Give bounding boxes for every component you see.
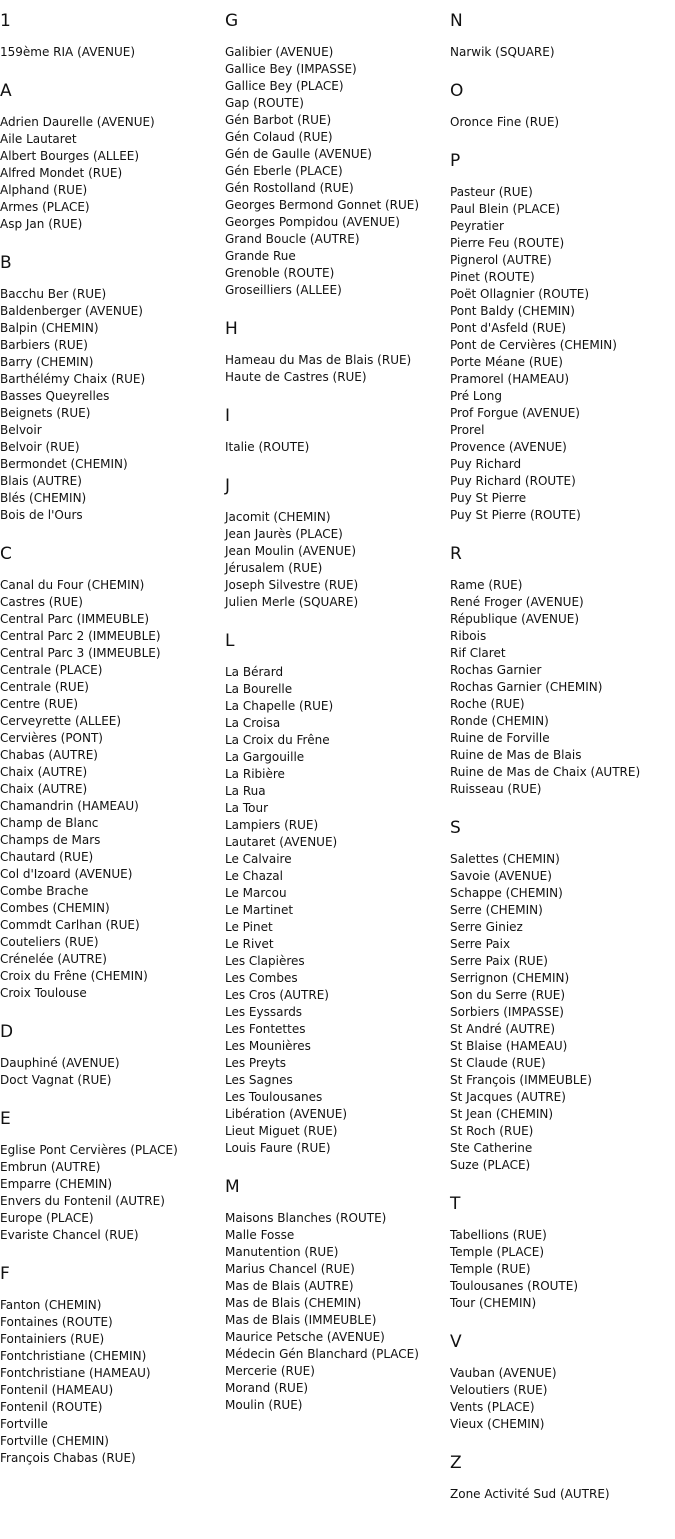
street-name: Fontaines (ROUTE) [0, 1315, 113, 1329]
street-name: Barbiers (RUE) [0, 338, 88, 352]
street-name: Gén Colaud (RUE) [225, 130, 333, 144]
letter-section [450, 11, 675, 81]
street-name: Evariste Chancel (RUE) [0, 1228, 139, 1242]
street-name: Rochas Garnier [450, 663, 542, 677]
letter-section [225, 319, 449, 406]
section-letter-heading: I [225, 406, 231, 426]
street-name: Pont de Cervières (CHEMIN) [450, 338, 617, 352]
street-name: Col d'Izoard (AVENUE) [0, 867, 133, 881]
street-name: Provence (AVENUE) [450, 440, 567, 454]
street-name: Les Sagnes [225, 1073, 293, 1087]
street-list [225, 439, 449, 456]
letter-section [225, 11, 449, 319]
section-letter-heading: L [225, 631, 235, 651]
section-letter-heading: N [450, 11, 463, 31]
street-name: La Tour [225, 801, 269, 815]
street-name: René Froger (AVENUE) [450, 595, 584, 609]
street-name: La Bourelle [225, 682, 293, 696]
street-list [450, 1486, 675, 1503]
street-name: Puy Richard [450, 457, 522, 471]
street-list [450, 1365, 675, 1433]
street-name: Alfred Mondet (RUE) [0, 166, 123, 180]
street-name: Italie (ROUTE) [225, 440, 310, 454]
street-name: Manutention (RUE) [225, 1245, 339, 1259]
section-letter-heading: V [450, 1332, 462, 1352]
street-name: Mas de Blais (CHEMIN) [225, 1296, 362, 1310]
street-name: Fontenil (ROUTE) [0, 1400, 103, 1414]
section-letter-heading: 1 [0, 11, 11, 31]
street-name: Basses Queyrelles [0, 389, 110, 403]
street-name: Chaix (AUTRE) [0, 782, 88, 796]
street-name: Croix du Frêne (CHEMIN) [0, 969, 148, 983]
street-name: Fontenil (HAMEAU) [0, 1383, 114, 1397]
street-name: Aile Lautaret [0, 132, 77, 146]
street-name: Grenoble (ROUTE) [225, 266, 335, 280]
street-name: Belvoir (RUE) [0, 440, 80, 454]
street-name: Jérusalem (RUE) [225, 561, 323, 575]
letter-section [450, 1194, 675, 1332]
street-name: Les Eyssards [225, 1005, 303, 1019]
street-name: Les Combes [225, 971, 298, 985]
street-name: Barthélémy Chaix (RUE) [0, 372, 146, 386]
street-name: Libération (AVENUE) [225, 1107, 348, 1121]
street-name: Puy St Pierre (ROUTE) [450, 508, 581, 522]
street-name: Le Rivet [225, 937, 274, 951]
street-name: Centrale (PLACE) [0, 663, 103, 677]
street-name: Jacomit (CHEMIN) [225, 510, 331, 524]
street-name: Malle Fosse [225, 1228, 295, 1242]
street-list [0, 286, 224, 524]
street-name: Ribois [450, 629, 487, 643]
street-name: Dauphiné (AVENUE) [0, 1056, 120, 1070]
section-spacer [450, 524, 675, 544]
street-name: Lampiers (RUE) [225, 818, 319, 832]
street-name: Mercerie (RUE) [225, 1364, 315, 1378]
street-name: République (AVENUE) [450, 612, 580, 626]
street-name: Puy St Pierre [450, 491, 527, 505]
section-letter-heading: B [0, 253, 12, 273]
index-column-3 [450, 11, 675, 1503]
section-spacer [0, 1244, 224, 1264]
letter-section [450, 818, 675, 1194]
street-list [225, 664, 449, 1157]
street-name: St Jean (CHEMIN) [450, 1107, 554, 1121]
street-name: Fontchristiane (CHEMIN) [0, 1349, 147, 1363]
street-name: Ronde (CHEMIN) [450, 714, 549, 728]
section-letter-heading: G [225, 11, 239, 31]
street-name: Les Fontettes [225, 1022, 306, 1036]
street-name: Vauban (AVENUE) [450, 1366, 557, 1380]
section-spacer [450, 1174, 675, 1194]
street-list [0, 44, 224, 61]
street-name: Ruine de Forville [450, 731, 550, 745]
letter-section [0, 11, 224, 81]
street-name: Ruine de Mas de Blais [450, 748, 582, 762]
street-name: Vents (PLACE) [450, 1400, 535, 1414]
section-spacer [225, 299, 449, 319]
street-name: La Croisa [225, 716, 281, 730]
section-spacer [0, 1002, 224, 1022]
street-name: La Bérard [225, 665, 284, 679]
section-letter-heading: H [225, 319, 238, 339]
street-name: La Gargouille [225, 750, 305, 764]
section-letter-heading: S [450, 818, 461, 838]
street-name: Champs de Mars [0, 833, 101, 847]
street-name: Serre (CHEMIN) [450, 903, 543, 917]
street-name: Roche (RUE) [450, 697, 525, 711]
section-spacer [450, 131, 675, 151]
section-letter-heading: P [450, 151, 461, 171]
street-list [450, 44, 675, 61]
letter-section [450, 81, 675, 151]
street-name: Moulin (RUE) [225, 1398, 303, 1412]
street-name: Les Preyts [225, 1056, 287, 1070]
street-name: Chaix (AUTRE) [0, 765, 88, 779]
street-name: St François (IMMEUBLE) [450, 1073, 592, 1087]
street-name: Joseph Silvestre (RUE) [225, 578, 359, 592]
street-list [0, 1055, 224, 1089]
section-letter-heading: C [0, 544, 12, 564]
street-name: Toulousanes (ROUTE) [450, 1279, 579, 1293]
street-name: Pont d'Asfeld (RUE) [450, 321, 567, 335]
street-name: Gén Rostolland (RUE) [225, 181, 354, 195]
section-letter-heading: M [225, 1177, 240, 1197]
street-name: Narwik (SQUARE) [450, 45, 555, 59]
street-name: Gap (ROUTE) [225, 96, 304, 110]
street-name: Pramorel (HAMEAU) [450, 372, 570, 386]
street-name: Schappe (CHEMIN) [450, 886, 563, 900]
letter-section [0, 1109, 224, 1264]
street-name: Oronce Fine (RUE) [450, 115, 560, 129]
street-name: Combe Brache [0, 884, 89, 898]
street-name: Prorel [450, 423, 485, 437]
street-name: Mas de Blais (IMMEUBLE) [225, 1313, 377, 1327]
street-name: Beignets (RUE) [0, 406, 91, 420]
street-name: Chautard (RUE) [0, 850, 94, 864]
letter-section [0, 81, 224, 253]
section-letter-heading: O [450, 81, 464, 101]
street-name: Balpin (CHEMIN) [0, 321, 99, 335]
street-name: Gén de Gaulle (AVENUE) [225, 147, 372, 161]
letter-section [225, 631, 449, 1177]
street-name: Fanton (CHEMIN) [0, 1298, 102, 1312]
street-list [450, 184, 675, 524]
street-name: Salettes (CHEMIN) [450, 852, 560, 866]
street-name: St Jacques (AUTRE) [450, 1090, 566, 1104]
street-name: Le Chazal [225, 869, 283, 883]
street-name: Cerveyrette (ALLEE) [0, 714, 122, 728]
street-name: Bacchu Ber (RUE) [0, 287, 107, 301]
street-name: Eglise Pont Cervières (PLACE) [0, 1143, 178, 1157]
street-name: Adrien Daurelle (AVENUE) [0, 115, 155, 129]
street-list [225, 509, 449, 611]
street-name: Hameau du Mas de Blais (RUE) [225, 353, 412, 367]
section-letter-heading: T [450, 1194, 461, 1214]
street-name: St Blaise (HAMEAU) [450, 1039, 568, 1053]
street-name: Embrun (AUTRE) [0, 1160, 101, 1174]
street-name: Envers du Fontenil (AUTRE) [0, 1194, 165, 1208]
section-spacer [225, 611, 449, 631]
section-letter-heading: Z [450, 1453, 462, 1473]
street-name: Tabellions (RUE) [450, 1228, 547, 1242]
street-name: Les Clapières [225, 954, 305, 968]
street-name: Serrignon (CHEMIN) [450, 971, 570, 985]
street-name: Vieux (CHEMIN) [450, 1417, 545, 1431]
section-letter-heading: A [0, 81, 12, 101]
street-list [0, 1142, 224, 1244]
street-name: St André (AUTRE) [450, 1022, 556, 1036]
section-spacer [225, 1157, 449, 1177]
index-column-2 [225, 11, 449, 1414]
street-name: Zone Activité Sud (AUTRE) [450, 1487, 610, 1501]
section-letter-heading: R [450, 544, 462, 564]
street-name: Son du Serre (RUE) [450, 988, 566, 1002]
street-name: Serre Paix [450, 937, 511, 951]
street-name: Pierre Feu (ROUTE) [450, 236, 565, 250]
street-name: Armes (PLACE) [0, 200, 90, 214]
street-name: Ruisseau (RUE) [450, 782, 542, 796]
street-name: Pont Baldy (CHEMIN) [450, 304, 575, 318]
street-name: Temple (PLACE) [450, 1245, 545, 1259]
street-name: Centrale (RUE) [0, 680, 89, 694]
street-name: La Rua [225, 784, 266, 798]
street-name: Ruine de Mas de Chaix (AUTRE) [450, 765, 641, 779]
street-name: Jean Moulin (AVENUE) [225, 544, 357, 558]
street-name: Lieut Miguet (RUE) [225, 1124, 338, 1138]
street-name: 159ème RIA (AVENUE) [0, 45, 136, 59]
street-name: Pignerol (AUTRE) [450, 253, 552, 267]
street-name: Poët Ollagnier (ROUTE) [450, 287, 590, 301]
street-name: Rif Claret [450, 646, 506, 660]
street-name: La Ribière [225, 767, 285, 781]
street-name: Rame (RUE) [450, 578, 523, 592]
section-spacer [450, 61, 675, 81]
street-name: Doct Vagnat (RUE) [0, 1073, 112, 1087]
street-name: Galibier (AVENUE) [225, 45, 334, 59]
street-name: Centre (RUE) [0, 697, 79, 711]
section-letter-heading: J [225, 476, 231, 496]
street-name: Les Toulousanes [225, 1090, 323, 1104]
street-name: Gallice Bey (IMPASSE) [225, 62, 357, 76]
street-name: Alphand (RUE) [0, 183, 88, 197]
street-name: Jean Jaurès (PLACE) [225, 527, 343, 541]
street-name: Blés (CHEMIN) [0, 491, 87, 505]
street-name: Combes (CHEMIN) [0, 901, 110, 915]
letter-section [450, 1453, 675, 1503]
street-name: Suze (PLACE) [450, 1158, 531, 1172]
letter-section [0, 1264, 224, 1467]
street-name: Fortville [0, 1417, 48, 1431]
letter-section [450, 151, 675, 544]
street-name: Gallice Bey (PLACE) [225, 79, 344, 93]
street-name: Bermondet (CHEMIN) [0, 457, 128, 471]
letter-section [0, 253, 224, 544]
street-name: Barry (CHEMIN) [0, 355, 94, 369]
street-name: Veloutiers (RUE) [450, 1383, 548, 1397]
street-name: Europe (PLACE) [0, 1211, 94, 1225]
section-spacer [450, 1312, 675, 1332]
section-spacer [225, 456, 449, 476]
street-list [450, 1227, 675, 1312]
street-name: Groseilliers (ALLEE) [225, 283, 342, 297]
street-list [450, 577, 675, 798]
street-name: Tour (CHEMIN) [450, 1296, 537, 1310]
street-name: Sorbiers (IMPASSE) [450, 1005, 564, 1019]
street-list [0, 114, 224, 233]
street-name: Peyratier [450, 219, 504, 233]
street-list [0, 1297, 224, 1467]
street-name: Crénelée (AUTRE) [0, 952, 107, 966]
section-spacer [0, 61, 224, 81]
street-name: Julien Merle (SQUARE) [225, 595, 359, 609]
street-name: Grand Boucle (AUTRE) [225, 232, 360, 246]
street-name: Chamandrin (HAMEAU) [0, 799, 139, 813]
street-name: Canal du Four (CHEMIN) [0, 578, 145, 592]
section-spacer [0, 524, 224, 544]
street-name: St Claude (RUE) [450, 1056, 546, 1070]
section-spacer [450, 798, 675, 818]
letter-section [225, 406, 449, 476]
street-name: La Chapelle (RUE) [225, 699, 334, 713]
street-name: Cervières (PONT) [0, 731, 103, 745]
street-name: Marius Chancel (RUE) [225, 1262, 355, 1276]
street-name: Castres (RUE) [0, 595, 83, 609]
section-letter-heading: D [0, 1022, 14, 1042]
street-name: Central Parc (IMMEUBLE) [0, 612, 150, 626]
street-name: Temple (RUE) [450, 1262, 531, 1276]
index-column-1 [0, 11, 224, 1467]
street-name: Les Cros (AUTRE) [225, 988, 329, 1002]
street-list [225, 352, 449, 386]
street-name: Louis Faure (RUE) [225, 1141, 331, 1155]
letter-section [225, 476, 449, 631]
street-name: Central Parc 2 (IMMEUBLE) [0, 629, 161, 643]
section-letter-heading: E [0, 1109, 11, 1129]
street-name: Albert Bourges (ALLEE) [0, 149, 140, 163]
section-letter-heading: F [0, 1264, 10, 1284]
street-name: Georges Bermond Gonnet (RUE) [225, 198, 420, 212]
street-name: Porte Méane (RUE) [450, 355, 563, 369]
street-name: Paul Blein (PLACE) [450, 202, 561, 216]
street-name: Savoie (AVENUE) [450, 869, 552, 883]
street-name: Médecin Gén Blanchard (PLACE) [225, 1347, 419, 1361]
street-name: Maurice Petsche (AVENUE) [225, 1330, 385, 1344]
street-name: Chabas (AUTRE) [0, 748, 98, 762]
street-name: Pré Long [450, 389, 502, 403]
street-list [450, 851, 675, 1174]
letter-section [0, 544, 224, 1022]
street-name: Le Martinet [225, 903, 294, 917]
street-list [225, 1210, 449, 1414]
street-name: Fortville (CHEMIN) [0, 1434, 109, 1448]
street-name: Pasteur (RUE) [450, 185, 533, 199]
street-name: Couteliers (RUE) [0, 935, 99, 949]
street-name: Baldenberger (AVENUE) [0, 304, 143, 318]
street-name: St Roch (RUE) [450, 1124, 534, 1138]
street-name: Puy Richard (ROUTE) [450, 474, 576, 488]
street-name: Prof Forgue (AVENUE) [450, 406, 580, 420]
section-spacer [0, 1089, 224, 1109]
street-name: La Croix du Frêne [225, 733, 330, 747]
street-name: Croix Toulouse [0, 986, 87, 1000]
street-name: François Chabas (RUE) [0, 1451, 136, 1465]
street-name: Rochas Garnier (CHEMIN) [450, 680, 603, 694]
street-name: Fontainiers (RUE) [0, 1332, 105, 1346]
letter-section [225, 1177, 449, 1414]
street-name: Blais (AUTRE) [0, 474, 82, 488]
street-list [0, 577, 224, 1002]
street-name: Commdt Carlhan (RUE) [0, 918, 140, 932]
street-name: Serre Paix (RUE) [450, 954, 548, 968]
letter-section [450, 544, 675, 818]
section-spacer [0, 233, 224, 253]
street-name: Le Marcou [225, 886, 287, 900]
street-name: Ste Catherine [450, 1141, 533, 1155]
street-name: Mas de Blais (AUTRE) [225, 1279, 354, 1293]
street-name: Pinet (ROUTE) [450, 270, 535, 284]
street-name: Haute de Castres (RUE) [225, 370, 367, 384]
street-name: Central Parc 3 (IMMEUBLE) [0, 646, 161, 660]
street-name: Bois de l'Ours [0, 508, 83, 522]
street-name: Belvoir [0, 423, 42, 437]
section-spacer [225, 386, 449, 406]
street-name: Lautaret (AVENUE) [225, 835, 338, 849]
street-name: Gén Barbot (RUE) [225, 113, 332, 127]
street-name: Emparre (CHEMIN) [0, 1177, 113, 1191]
street-name: Morand (RUE) [225, 1381, 309, 1395]
section-spacer [450, 1433, 675, 1453]
street-list [450, 114, 675, 131]
street-name: Champ de Blanc [0, 816, 99, 830]
letter-section [0, 1022, 224, 1109]
street-name: Le Calvaire [225, 852, 292, 866]
street-name: Fontchristiane (HAMEAU) [0, 1366, 151, 1380]
street-name: Le Pinet [225, 920, 273, 934]
street-name: Maisons Blanches (ROUTE) [225, 1211, 387, 1225]
street-name: Les Mounières [225, 1039, 311, 1053]
letter-section [450, 1332, 675, 1453]
street-list [225, 44, 449, 299]
street-name: Georges Pompidou (AVENUE) [225, 215, 400, 229]
street-name: Grande Rue [225, 249, 296, 263]
street-name: Serre Giniez [450, 920, 523, 934]
street-name: Asp Jan (RUE) [0, 217, 83, 231]
street-name: Gén Eberle (PLACE) [225, 164, 343, 178]
